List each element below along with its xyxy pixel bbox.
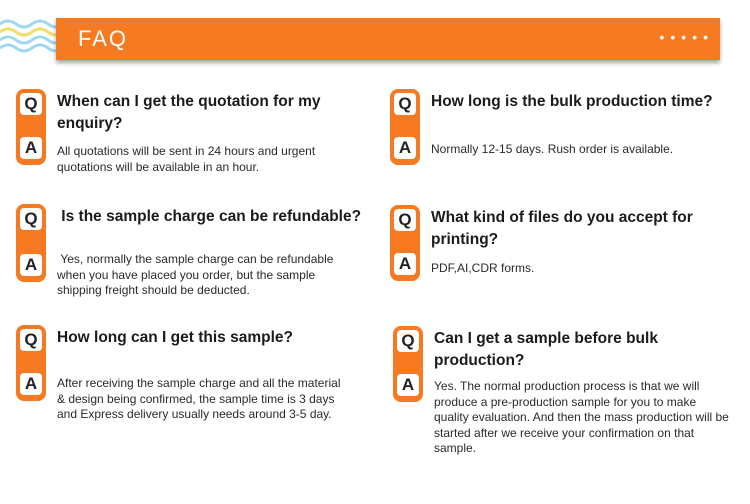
banner-dots-icon: ••••• [659,29,714,45]
answer-badge: A [394,137,416,159]
faq-answer: Normally 12-15 days. Rush order is available. [431,142,674,156]
faq-banner [56,18,720,60]
answer-badge: A [397,374,419,396]
question-badge: Q [394,93,416,115]
question-badge: Q [20,93,42,115]
faq-question: Is the sample charge can be refundable? [57,208,362,225]
answer-badge: A [394,253,416,275]
question-badge: Q [20,208,42,230]
qa-marker [16,89,46,165]
faq-answer: All quotations will be sent in 24 hours and urgent quotations will be available in an hour. [57,144,316,174]
faq-answer: Yes. The normal production process is that we will produce a pre-production sample for you to make quality evaluation. And then the mass production will be started after we receive your confirmation on that sample. [434,379,729,455]
faq-question: How long is the bulk production time? [431,93,713,110]
faq-item [16,325,356,440]
faq-item [390,205,730,285]
faq-item [393,326,733,461]
faq-question: How long can I get this sample? [57,329,293,346]
qa-marker [393,326,423,402]
answer-badge: A [20,254,42,276]
answer-badge: A [20,373,42,395]
faq-question: When can I get the quotation for my enquiry? [57,93,321,132]
faq-answer: After receiving the sample charge and all the material & design being confirmed, the sample time is 3 days and Express delivery usually needs around 3-5 day. [57,376,341,421]
question-badge: Q [397,330,419,352]
qa-marker [390,89,420,165]
faq-question: What kind of files do you accept for printing? [431,209,693,248]
qa-marker [16,325,46,401]
answer-badge: A [20,137,42,159]
question-badge: Q [20,329,42,351]
faq-answer: Yes, normally the sample charge can be refundable when you have placed you order, but the sample shipping freight should be deducted. [57,252,337,297]
faq-item [390,89,730,169]
page-title: FAQ [78,26,129,51]
faq-question: Can I get a sample before bulk production? [434,330,658,369]
faq-item [16,89,356,179]
faq-answer: PDF,AI,CDR forms. [431,261,535,275]
qa-marker [16,204,46,282]
question-badge: Q [394,209,416,231]
faq-item [16,204,376,304]
decorative-waves-icon [0,14,60,60]
qa-marker [390,205,420,281]
